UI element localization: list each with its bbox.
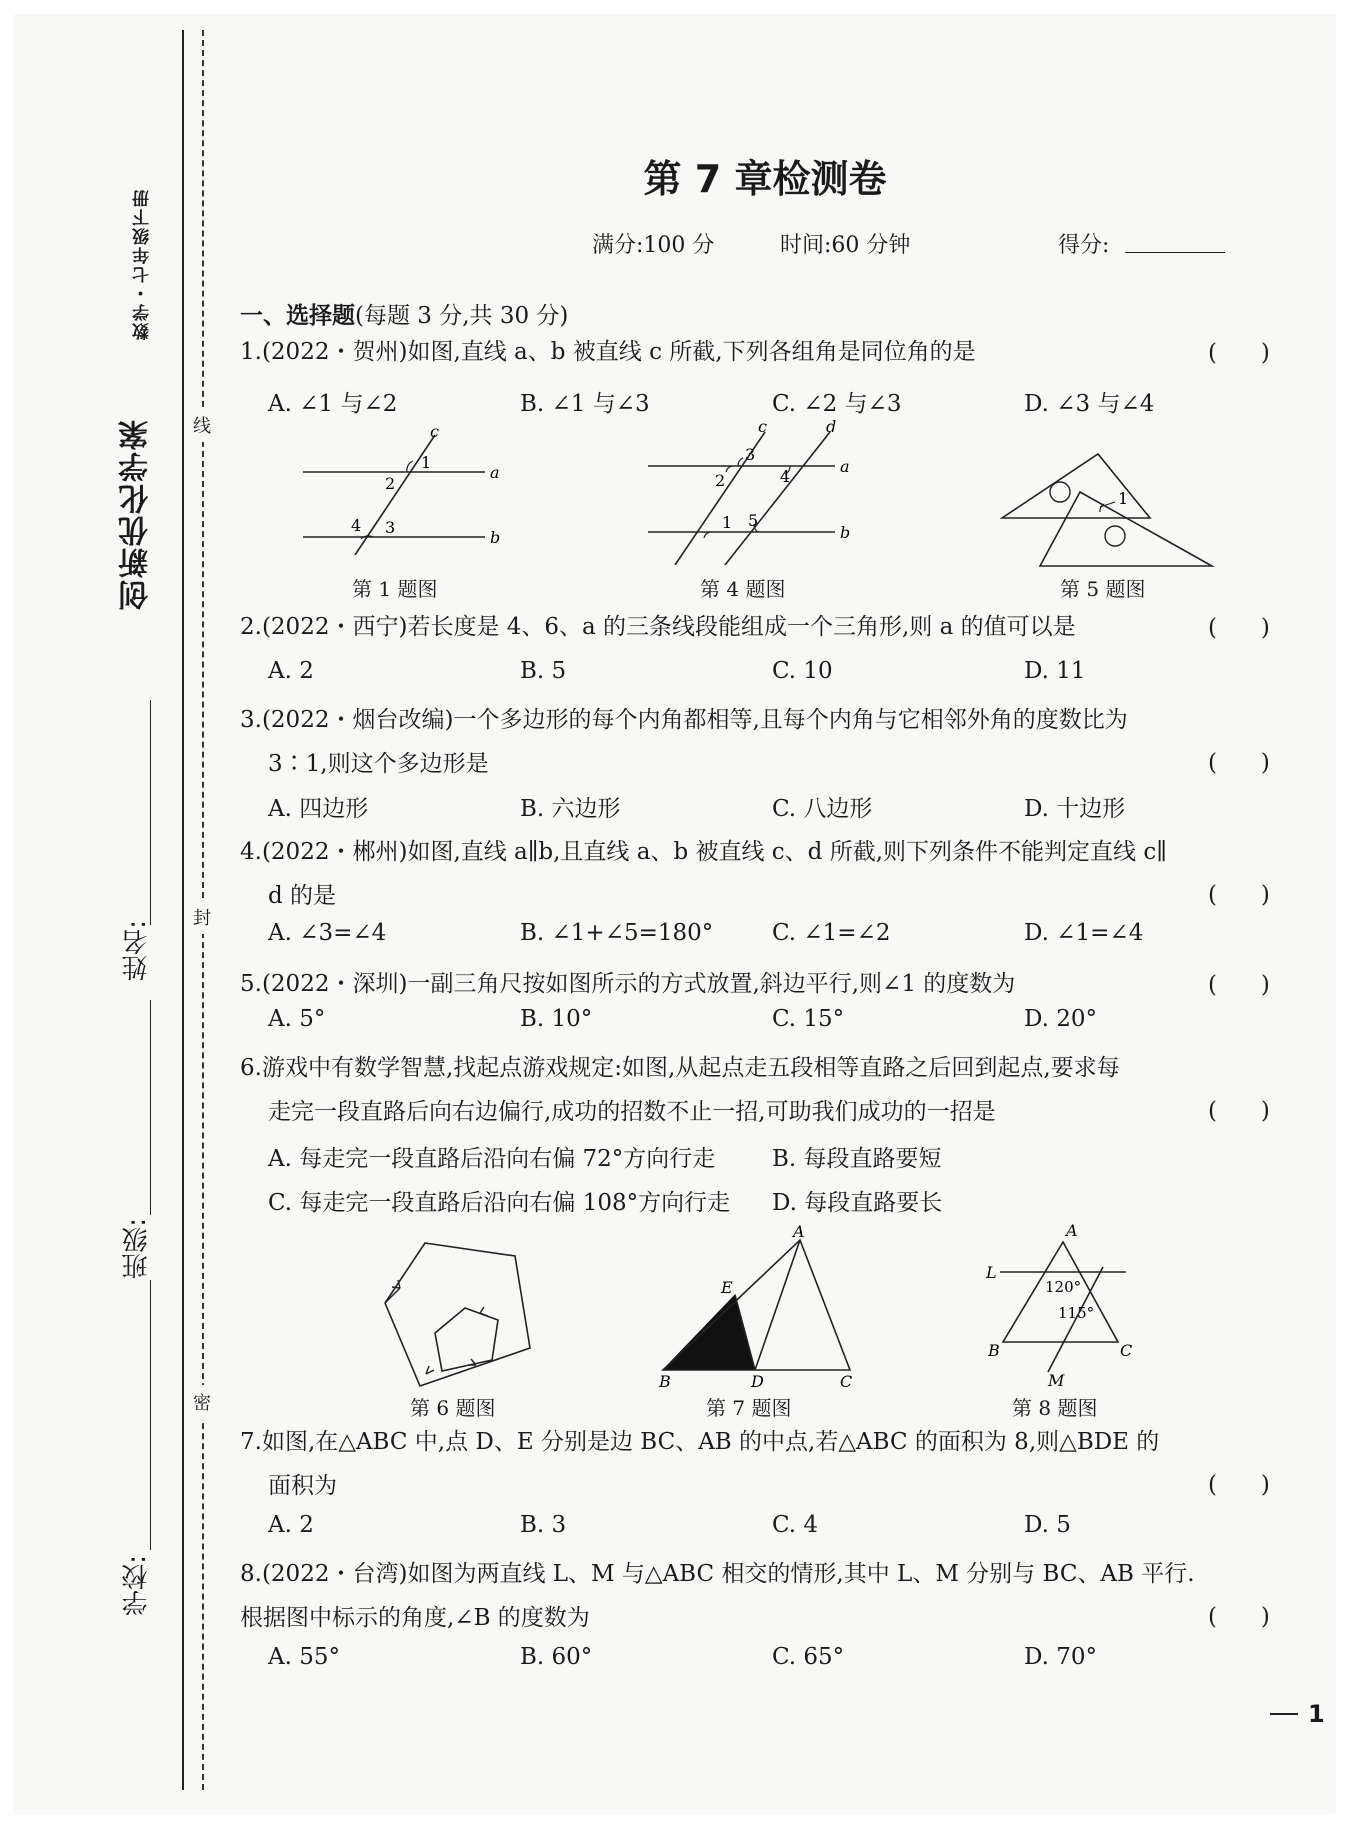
school-field[interactable] [118, 1555, 152, 1616]
answer-blank-4[interactable]: ( ) [1208, 882, 1270, 908]
fig4-label-5: 5 [748, 511, 759, 530]
class-field[interactable] [118, 1218, 152, 1279]
fig1-label-b: b [490, 528, 501, 547]
figure-6-caption: 第 6 题图 [410, 1396, 496, 1420]
q6-option-b[interactable]: B. 每段直路要短 [772, 1146, 942, 1172]
question-4: 4.(2022・郴州)如图,直线 a∥b,且直线 a、b 被直线 c、d 所截,则下列条件不能判定直线 c∥ [240, 839, 1167, 865]
answer-blank-1[interactable]: ( ) [1208, 340, 1270, 366]
fig8-label-C: C [1120, 1341, 1133, 1360]
fig8-label-L: L [986, 1263, 997, 1282]
q3-option-c[interactable]: C. 八边形 [772, 796, 873, 822]
q1-option-a[interactable]: A. ∠1 与∠2 [268, 391, 398, 417]
fig8-angle-120: 120° [1045, 1278, 1082, 1296]
q3-option-d[interactable]: D. 十边形 [1024, 796, 1126, 822]
q8-option-c[interactable]: C. 65° [772, 1644, 845, 1670]
question-6-line2: 走完一段直路后向右边偏行,成功的招数不止一招,可助我们成功的一招是 [268, 1099, 996, 1125]
page-title: 第 7 章检测卷 [643, 157, 887, 201]
q6-option-c[interactable]: C. 每走完一段直路后沿向右偏 108°方向行走 [268, 1190, 731, 1216]
figure-1-caption: 第 1 题图 [352, 577, 438, 601]
class-label: 班级: [122, 1218, 152, 1279]
q7-option-c[interactable]: C. 4 [772, 1512, 819, 1538]
q7-option-b[interactable]: B. 3 [520, 1512, 567, 1538]
seal-char-xian: 线 [193, 408, 211, 442]
school-underline [150, 1280, 151, 1550]
answer-blank-6[interactable]: ( ) [1208, 1098, 1270, 1124]
q2-option-b[interactable]: B. 5 [520, 658, 567, 684]
fig7-label-D: D [751, 1372, 764, 1390]
answer-blank-7[interactable]: ( ) [1208, 1472, 1270, 1498]
fig8-label-M: M [1048, 1371, 1065, 1387]
binding-line [182, 30, 184, 1790]
q4-option-a[interactable]: A. ∠3=∠4 [268, 920, 387, 946]
question-1: 1.(2022・贺州)如图,直线 a、b 被直线 c 所截,下列各组角是同位角的是 [240, 339, 976, 365]
fig7-label-C: C [840, 1372, 853, 1390]
figure-1 [295, 425, 505, 555]
fig7-label-A: A [793, 1225, 805, 1241]
fig1-label-1: 1 [421, 453, 432, 472]
answer-blank-3[interactable]: ( ) [1208, 750, 1270, 776]
name-label: 姓名: [122, 920, 152, 981]
seal-char-mi: 密 [193, 1385, 211, 1419]
q7-option-d[interactable]: D. 5 [1024, 1512, 1071, 1538]
fig7-label-E: E [721, 1278, 733, 1297]
score-label: 得分: [1058, 233, 1110, 258]
name-field[interactable] [118, 920, 152, 981]
q2-option-a[interactable]: A. 2 [268, 658, 314, 684]
fig4-label-d: d [826, 420, 837, 436]
fig5-label-1: 1 [1118, 489, 1129, 508]
q5-option-a[interactable]: A. 5° [268, 1006, 326, 1032]
q6-option-a[interactable]: A. 每走完一段直路后沿向右偏 72°方向行走 [268, 1146, 716, 1172]
time-limit: 时间:60 分钟 [780, 233, 911, 258]
q5-option-b[interactable]: B. 10° [520, 1006, 593, 1032]
fig4-label-4: 4 [780, 467, 791, 486]
fig4-label-c: c [758, 420, 767, 436]
school-label: 学校: [122, 1555, 152, 1616]
q2-option-c[interactable]: C. 10 [772, 658, 833, 684]
fig1-label-4: 4 [351, 516, 362, 535]
question-3-line2: 3∶1,则这个多边形是 [268, 751, 489, 777]
q4-option-b[interactable]: B. ∠1+∠5=180° [520, 920, 714, 946]
q2-option-d[interactable]: D. 11 [1024, 658, 1086, 684]
answer-blank-2[interactable]: ( ) [1208, 615, 1270, 641]
fig7-label-B: B [659, 1372, 671, 1390]
q1-option-b[interactable]: B. ∠1 与∠3 [520, 391, 650, 417]
figure-8 [978, 1222, 1158, 1387]
question-2: 2.(2022・西宁)若长度是 4、6、a 的三条线段能组成一个三角形,则 a 的值可以是 [240, 614, 1076, 640]
q4-option-d[interactable]: D. ∠1=∠4 [1024, 920, 1144, 946]
fig4-label-2: 2 [715, 471, 726, 490]
q1-option-d[interactable]: D. ∠3 与∠4 [1024, 391, 1155, 417]
figure-5-caption: 第 5 题图 [1060, 577, 1146, 601]
fig1-label-a: a [490, 463, 500, 482]
q3-option-b[interactable]: B. 六边形 [520, 796, 621, 822]
question-3: 3.(2022・烟台改编)一个多边形的每个内角都相等,且每个内角与它相邻外角的度数比为 [240, 707, 1128, 733]
fig1-label-c: c [430, 425, 439, 441]
section-heading: 一、选择题(每题 3 分,共 30 分) [240, 303, 569, 329]
q8-option-d[interactable]: D. 70° [1024, 1644, 1098, 1670]
fig1-label-3: 3 [385, 518, 396, 537]
figure-4 [640, 420, 860, 565]
question-8-line2: 根据图中标示的角度,∠B 的度数为 [240, 1605, 590, 1631]
brand-logo-text: 创新优化学案 [119, 418, 154, 610]
q5-option-d[interactable]: D. 20° [1024, 1006, 1098, 1032]
answer-blank-8[interactable]: ( ) [1208, 1604, 1270, 1630]
fig4-label-1: 1 [722, 513, 733, 532]
q5-option-c[interactable]: C. 15° [772, 1006, 845, 1032]
page-number-dash [1270, 1713, 1298, 1715]
score-field[interactable] [1125, 252, 1225, 253]
question-7-line2: 面积为 [268, 1473, 337, 1499]
question-6: 6.游戏中有数学智慧,找起点游戏规定:如图,从起点走五段相等直路之后回到起点,要求每 [240, 1055, 1120, 1081]
seal-char-feng: 封 [193, 900, 211, 934]
class-underline [150, 1000, 151, 1215]
q3-option-a[interactable]: A. 四边形 [268, 796, 369, 822]
q4-option-c[interactable]: C. ∠1=∠2 [772, 920, 891, 946]
page-number: 1 [1308, 1700, 1325, 1728]
figure-6 [380, 1238, 540, 1393]
figure-8-caption: 第 8 题图 [1012, 1396, 1098, 1420]
figure-7 [655, 1225, 855, 1390]
fig4-label-a: a [840, 457, 850, 476]
name-underline [150, 700, 151, 925]
question-7: 7.如图,在△ABC 中,点 D、E 分别是边 BC、AB 的中点,若△ABC 的面积为 8,则△BDE 的 [240, 1429, 1160, 1455]
fig4-label-3: 3 [745, 445, 756, 464]
q8-option-a[interactable]: A. 55° [268, 1644, 340, 1670]
figure-7-caption: 第 7 题图 [706, 1396, 792, 1420]
q8-option-b[interactable]: B. 60° [520, 1644, 593, 1670]
fig8-label-A: A [1066, 1222, 1078, 1240]
q1-option-c[interactable]: C. ∠2 与∠3 [772, 391, 902, 417]
fig8-label-B: B [988, 1341, 1000, 1360]
question-8: 8.(2022・台湾)如图为两直线 L、M 与△ABC 相交的情形,其中 L、M 分别与 BC、AB 平行. [240, 1561, 1195, 1587]
q7-option-a[interactable]: A. 2 [268, 1512, 314, 1538]
q6-option-d[interactable]: D. 每段直路要长 [772, 1190, 943, 1216]
figure-4-caption: 第 4 题图 [700, 577, 786, 601]
fig4-label-b: b [840, 523, 851, 542]
fig8-angle-115: 115° [1058, 1304, 1095, 1322]
fig1-label-2: 2 [385, 474, 396, 493]
full-score: 满分:100 分 [592, 233, 715, 258]
subject-label: 数学・七年级下册 [133, 188, 153, 340]
question-5: 5.(2022・深圳)一副三角尺按如图所示的方式放置,斜边平行,则∠1 的度数为 [240, 971, 1016, 997]
question-4-line2: d 的是 [268, 883, 337, 909]
figure-5 [1000, 450, 1220, 570]
answer-blank-5[interactable]: ( ) [1208, 972, 1270, 998]
